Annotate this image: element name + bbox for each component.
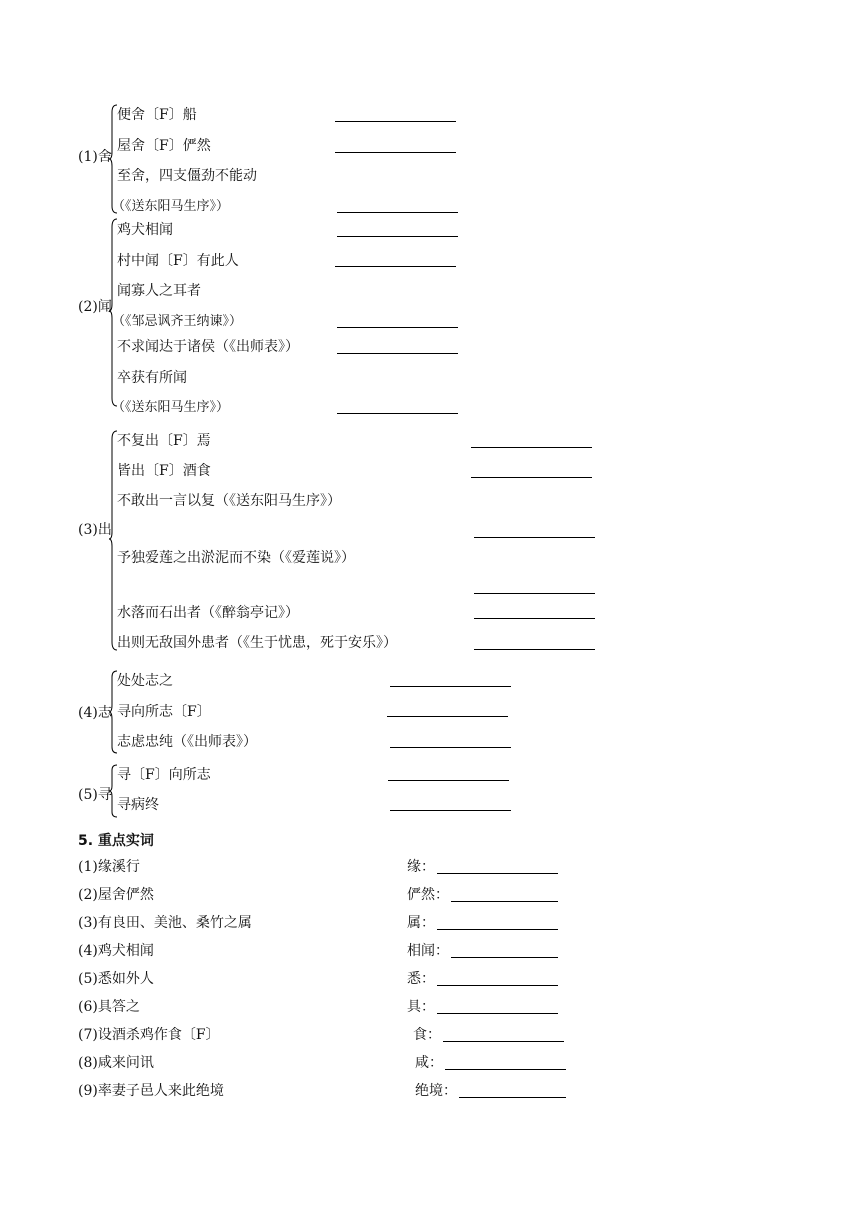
group-label-zhi: (4)志 xyxy=(78,705,112,721)
item-text: 处处志之 xyxy=(117,673,173,689)
vocab-key: 相闻： xyxy=(407,943,449,959)
answer-blank[interactable] xyxy=(459,1097,566,1098)
answer-blank[interactable] xyxy=(437,1013,558,1014)
answer-blank[interactable] xyxy=(437,873,558,874)
item-text: 屋舍〔F〕俨然 xyxy=(117,138,211,154)
vocab-phrase: (2)屋舍俨然 xyxy=(78,887,154,903)
answer-blank[interactable] xyxy=(335,121,456,122)
answer-blank[interactable] xyxy=(390,747,511,748)
item-text: 志虑忠纯（《出师表》） xyxy=(117,734,257,750)
item-text: 不敢出一言以复（《送东阳马生序》） xyxy=(117,493,341,509)
vocab-key: 绝境： xyxy=(415,1083,457,1099)
vocab-key: 咸： xyxy=(415,1055,443,1071)
answer-blank[interactable] xyxy=(451,901,558,902)
answer-blank[interactable] xyxy=(337,413,458,414)
item-text: 不复出〔F〕焉 xyxy=(117,433,211,449)
answer-blank[interactable] xyxy=(337,212,458,213)
answer-blank[interactable] xyxy=(443,1041,564,1042)
item-text: 寻病终 xyxy=(117,797,159,813)
vocab-key: 属： xyxy=(407,915,435,931)
item-text: 皆出〔F〕酒食 xyxy=(117,463,211,479)
answer-blank[interactable] xyxy=(337,327,458,328)
vocab-key: 具： xyxy=(407,999,435,1015)
vocab-phrase: (7)设酒杀鸡作食〔F〕 xyxy=(78,1027,220,1043)
answer-blank[interactable] xyxy=(474,649,595,650)
source-text: （《送东阳马生序》） xyxy=(112,400,230,415)
answer-blank[interactable] xyxy=(437,929,558,930)
vocab-phrase: (5)悉如外人 xyxy=(78,971,154,987)
answer-blank[interactable] xyxy=(471,447,592,448)
vocab-key: 缘： xyxy=(407,859,435,875)
group-label-chu: (3)出 xyxy=(78,522,112,538)
item-text: 水落而石出者（《醉翁亭记》） xyxy=(117,605,299,621)
vocab-phrase: (1)缘溪行 xyxy=(78,859,140,875)
answer-blank[interactable] xyxy=(337,353,458,354)
item-text: 至舍，四支僵劲不能动 xyxy=(117,168,257,184)
item-text: 予独爱莲之出淤泥而不染（《爱莲说》） xyxy=(117,550,355,566)
vocab-key: 悉： xyxy=(407,971,435,987)
answer-blank[interactable] xyxy=(335,152,456,153)
group-label-she: (1)舍 xyxy=(78,149,112,165)
answer-blank[interactable] xyxy=(445,1069,566,1070)
group-label-xun: (5)寻 xyxy=(78,787,112,803)
item-text: 卒获有所闻 xyxy=(117,370,187,386)
section-title: 5. 重点实词 xyxy=(78,833,154,849)
answer-blank[interactable] xyxy=(451,957,558,958)
vocab-phrase: (6)具答之 xyxy=(78,999,140,1015)
vocab-phrase: (3)有良田、美池、桑竹之属 xyxy=(78,915,252,931)
answer-blank[interactable] xyxy=(390,686,511,687)
vocab-key: 食： xyxy=(413,1027,441,1043)
answer-blank[interactable] xyxy=(387,716,508,717)
item-text: 不求闻达于诸侯（《出师表》） xyxy=(117,339,299,355)
item-text: 便舍〔F〕船 xyxy=(117,107,197,123)
group-label-wen: (2)闻 xyxy=(78,299,112,315)
answer-blank[interactable] xyxy=(337,236,458,237)
answer-blank[interactable] xyxy=(471,477,592,478)
vocab-phrase: (4)鸡犬相闻 xyxy=(78,943,154,959)
source-text: （《送东阳马生序》） xyxy=(112,199,230,214)
item-text: 闻寡人之耳者 xyxy=(117,283,201,299)
answer-blank[interactable] xyxy=(388,780,509,781)
item-text: 鸡犬相闻 xyxy=(117,222,173,238)
item-text: 寻〔F〕向所志 xyxy=(117,767,211,783)
source-text: （《邹忌讽齐王纳谏》） xyxy=(112,314,243,329)
answer-blank[interactable] xyxy=(390,810,511,811)
answer-blank[interactable] xyxy=(474,593,595,594)
vocab-key: 俨然： xyxy=(407,887,449,903)
answer-blank[interactable] xyxy=(474,618,595,619)
item-text: 村中闻〔F〕有此人 xyxy=(117,253,239,269)
answer-blank[interactable] xyxy=(474,537,595,538)
item-text: 寻向所志〔F〕 xyxy=(117,704,211,720)
vocab-phrase: (8)咸来问讯 xyxy=(78,1055,154,1071)
item-text: 出则无敌国外患者（《生于忧患，死于安乐》） xyxy=(117,635,397,651)
answer-blank[interactable] xyxy=(335,266,456,267)
answer-blank[interactable] xyxy=(437,985,558,986)
vocab-phrase: (9)率妻子邑人来此绝境 xyxy=(78,1083,224,1099)
